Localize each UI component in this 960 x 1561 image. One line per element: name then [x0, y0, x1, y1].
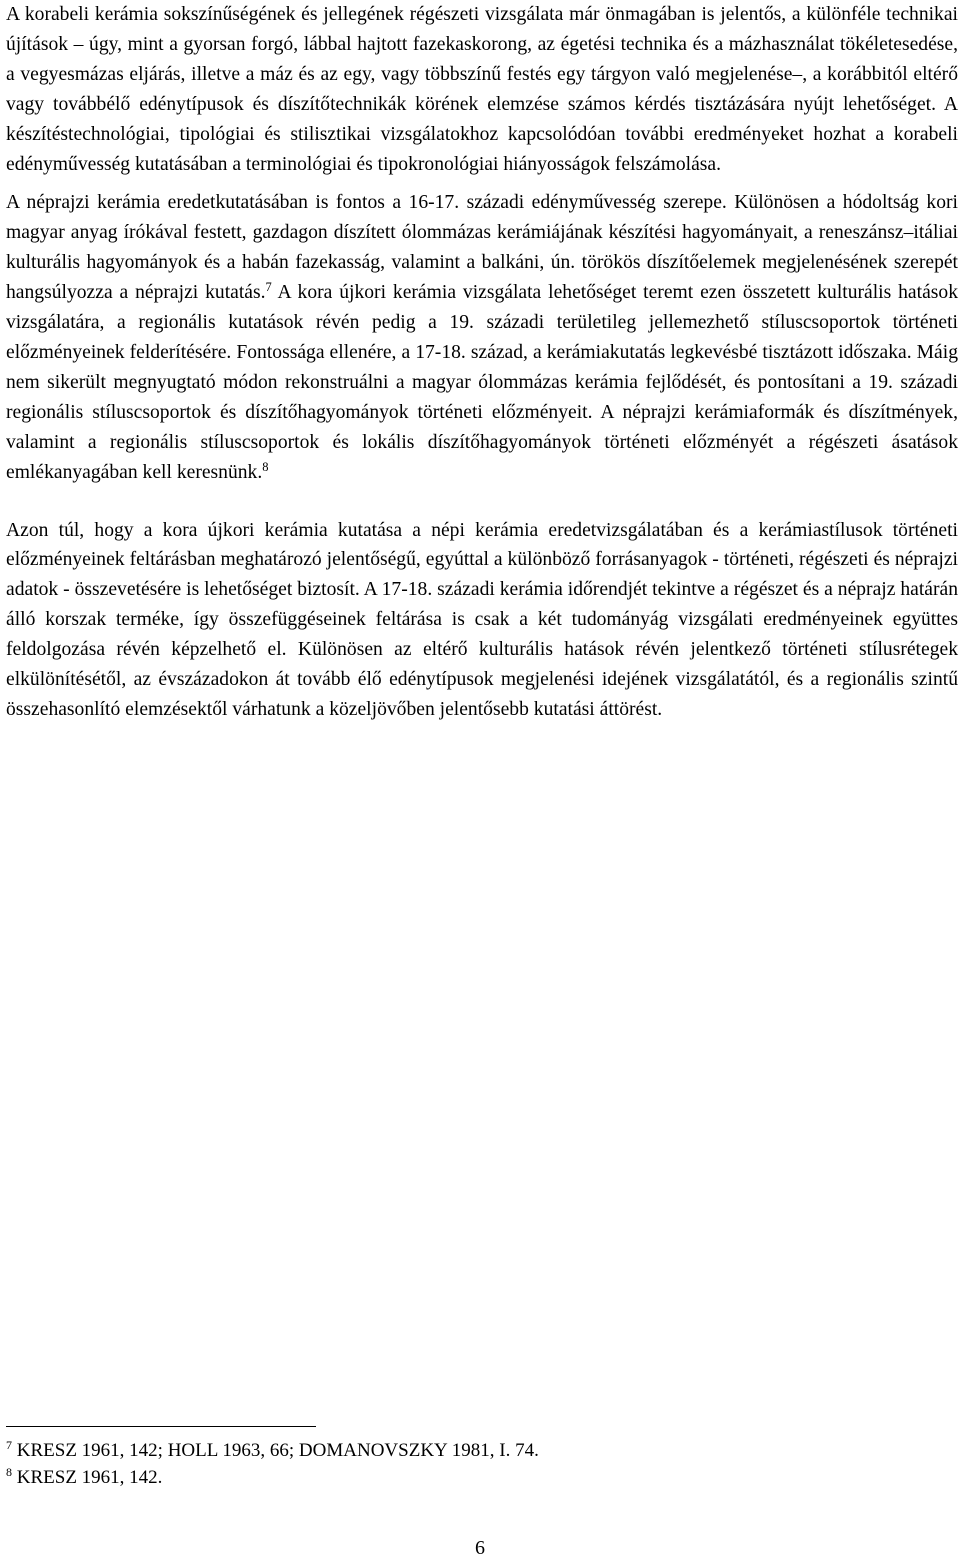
footnote-7 — [6, 1437, 946, 1464]
footnote-reference[interactable]: 7 — [265, 280, 272, 295]
body-text — [6, 0, 958, 725]
footnote-text: KRESZ 1961, 142; HOLL 1963, 66; DOMANOVSZKY 1981, I. 74. — [12, 1440, 539, 1461]
page-number: 6 — [475, 1537, 485, 1559]
footnote-reference[interactable]: 8 — [262, 459, 269, 474]
paragraph-2: A néprajzi kerámia eredetkutatásában is fontos a 16-17. századi edényművesség szerepe. Különösen a hódoltság kori magyar anyag írókával festett, gazdagon díszített ólommázas kerámiájának készítési hagyományait, a reneszánsz–itáliai kulturális hagyományok és a habán fazekasság, valamint a balkáni, ún. törökös díszítőelemek megjelenésének szerepét hangsúlyozza a néprajzi kutatás.$^7$ A kora újkori kerámia vizsgálata lehetőséget teremt ezen összetett kulturális hatások vizsgálatára, a regionális kutatások révén pedig a 19. századi területileg jellemezhető stíluscsoportok történeti előzményeinek felderítésére. Fontossága ellenére, a 17-18. század, a kerámiakutatás legkevésbé tisztázott időszaka. Máig nem sikerült megnyugtató módon rekonstruálni a magyar ólommázas kerámia fejlődését, és pontosítani a 19. századi regionális stíluscsoportok és díszítőhagyományok történeti előzményeit. A néprajzi kerámiaformák és díszítmények, valamint a regionális stíluscsoportok és lokális díszítőhagyományok történeti előzményét a régészeti ásatások emlékanyagában kell keresnünk.$^8$ — [6, 192, 958, 483]
footnotes — [6, 1437, 946, 1491]
footnote-8 — [6, 1464, 946, 1491]
footnote-mark: 7 — [6, 1438, 12, 1452]
paragraph-1: A korabeli kerámia sokszínűségének és jellegének régészeti vizsgálata már önmagában is jelentős, a különféle technikai újítások – úgy, mint a gyorsan forgó, lábbal hajtott fazekaskorong, az égetési technika és a mázhasználat tökéletesedése, a vegyesmázas eljárás, illetve a máz és az egy, vagy többszínű festés egy tárgyon való megjelenése–, a korábbitól eltérő vagy továbbélő edénytípusok és díszítőtechnikák körének elemzése számos kérdés tisztázására nyújt lehetőséget. A készítéstechnológiai, tipológiai és stilisztikai vizsgálatokhoz kapcsolódóan további eredményeket hozhat a korabeli edényművesség kutatásában a terminológiai és tipokronológiai hiányosságok felszámolása. — [6, 4, 958, 175]
footnote-separator — [6, 1426, 316, 1427]
footnote-text: KRESZ 1961, 142. — [12, 1467, 163, 1488]
paragraph-3: Azon túl, hogy a kora újkori kerámia kutatása a népi kerámia eredetvizsgálatában és a kerámiastílusok történeti előzményeinek feltárásban meghatározó jelentőségű, egyúttal a különböző forrásanyagok - történeti, régészeti és néprajzi adatok - összevetésére is lehetőséget biztosít. A 17-18. századi kerámia időrendjét tekintve a régészet és a néprajz határán álló korszak terméke, így összefüggéseinek feltárása is csak a két tudományág vizsgálati eredményeinek együttes feldolgozása révén képzelhető el. Különösen az eltérő kulturális hatások révén jelentkező történeti stílusrétegek elkülönítésétől, az évszázadokon át tovább élő edénytípusok megjelenési idejének vizsgálatától, és a regionális szintű összehasonlító elemzésektől várhatunk a közeljövőben jelentősebb kutatási áttörést. — [6, 519, 958, 720]
footnote-mark: 8 — [6, 1465, 12, 1479]
